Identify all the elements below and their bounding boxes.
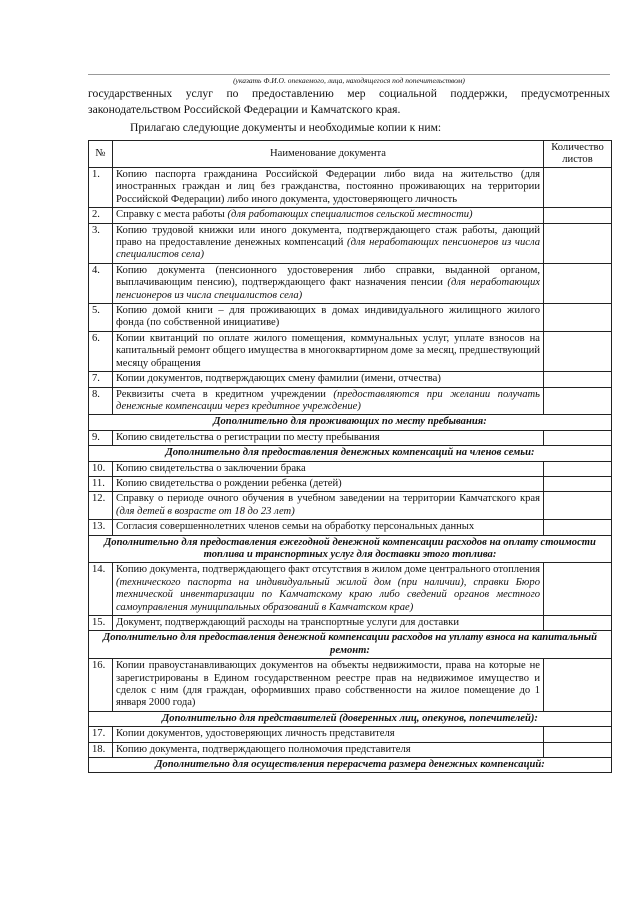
row-number: 9. [89,430,113,445]
table-row [89,476,612,491]
section-title: Дополнительно для представителей (доверенных лиц, опекунов, попечителей): [89,711,612,726]
section-header-row [89,446,612,461]
row-number: 17. [89,727,113,742]
table-header-row [89,141,612,168]
row-number: 7. [89,372,113,387]
header-sheet-count: Количество листов [544,141,612,168]
section-header-row [89,415,612,430]
table-row [89,430,612,445]
row-note: (для детей в возрасте от 18 до 23 лет) [116,505,295,517]
row-number: 15. [89,616,113,631]
row-note: (для работающих специалистов сельской местности) [227,209,473,221]
table-row [89,372,612,387]
row-number: 6. [89,331,113,371]
sheet-count-cell[interactable] [544,742,612,757]
sheet-count-cell[interactable] [544,372,612,387]
row-document: Копии правоустанавливающих документов на объекты недвижимости, права на которые не зарегистрированы в Едином государственном реестре прав на недвижимое имущество и сделок с ним (для граждан, оформивших право собственности на жилое помещение до 1 января 2000 года) [113,659,544,712]
row-document: Копию свидетельства о заключении брака [113,461,544,476]
row-number: 13. [89,520,113,535]
table-row [89,492,612,520]
row-document: Копию документа (пенсионного удостоверения либо справки, выданной органом, выплачивающим пенсию), подтверждающего факт назначения пенсии (для неработающих пенсионеров из числа специалистов села) [113,263,544,303]
sheet-count-cell[interactable] [544,208,612,223]
row-number: 16. [89,659,113,712]
table-row [89,742,612,757]
row-document: Копии документов, удостоверяющих личность представителя [113,727,544,742]
row-number: 10. [89,461,113,476]
row-number: 3. [89,223,113,263]
row-note: (для неработающих пенсионеров из числа специалистов села) [116,237,540,261]
table-row [89,168,612,208]
table-row [89,223,612,263]
table-row [89,461,612,476]
section-title: Дополнительно для проживающих по месту пребывания: [89,415,612,430]
sheet-count-cell[interactable] [544,492,612,520]
sheet-count-cell[interactable] [544,168,612,208]
sheet-count-cell[interactable] [544,304,612,332]
row-document: Копию паспорта гражданина Российской Федерации либо вида на жительство (для иностранных граждан и лиц без гражданства, постоянно проживающих на территории Российской Федерации) либо иного документа, удостоверяющего личность [113,168,544,208]
row-document: Согласия совершеннолетних членов семьи на обработку персональных данных [113,520,544,535]
section-header-row [89,758,612,773]
header-document-name: Наименование документа [113,141,544,168]
table-row [89,331,612,371]
row-number: 8. [89,387,113,415]
section-header-row [89,535,612,563]
row-number: 2. [89,208,113,223]
sheet-count-cell[interactable] [544,563,612,616]
row-number: 18. [89,742,113,757]
sheet-count-cell[interactable] [544,727,612,742]
sheet-count-cell[interactable] [544,659,612,712]
attachments-lead: Прилагаю следующие документы и необходимые копии к ним: [130,121,442,134]
header-number: № [89,141,113,168]
table-row [89,263,612,303]
sheet-count-cell[interactable] [544,331,612,371]
row-document: Справку с места работы (для работающих специалистов сельской местности) [113,208,544,223]
row-document: Копию трудовой книжки или иного документа, подтверждающего стаж работы, дающий право на предоставление денежных компенсаций (для неработающих пенсионеров из числа специалистов села) [113,223,544,263]
sheet-count-cell[interactable] [544,387,612,415]
row-document: Копию свидетельства о регистрации по месту пребывания [113,430,544,445]
table-row [89,520,612,535]
sheet-count-cell[interactable] [544,520,612,535]
row-note: (предоставляются при желании получать денежные компенсации через кредитное учреждение) [116,388,540,412]
section-title: Дополнительно для осуществления перерасчета размера денежных компенсаций: [89,758,612,773]
name-fill-line [88,74,610,75]
row-number: 12. [89,492,113,520]
row-number: 11. [89,476,113,491]
table-row [89,387,612,415]
name-field-caption: (указать Ф.И.О. опекаемого, лица, находящегося под попечительством) [233,76,465,85]
documents-table [88,140,612,773]
row-number: 14. [89,563,113,616]
row-document: Справку о периоде очного обучения в учебном заведении на территории Камчатского края (для детей в возрасте от 18 до 23 лет) [113,492,544,520]
row-document: Копию документа, подтверждающего полномочия представителя [113,742,544,757]
section-header-row [89,711,612,726]
sheet-count-cell[interactable] [544,476,612,491]
row-note: (для неработающих пенсионеров из числа специалистов села) [116,277,540,301]
row-number: 5. [89,304,113,332]
sheet-count-cell[interactable] [544,461,612,476]
table-row [89,208,612,223]
row-document: Копии квитанций по оплате жилого помещения, коммунальных услуг, уплате взносов на капитальный ремонт общего имущества в многоквартирном доме за месяц, предшествующий месяцу обращения [113,331,544,371]
sheet-count-cell[interactable] [544,430,612,445]
section-title: Дополнительно для предоставления ежегодной денежной компенсации расходов на оплату стоимости топлива и транспортных услуг для доставки этого топлива: [89,535,612,563]
table-row [89,563,612,616]
row-document: Копии документов, подтверждающих смену фамилии (имени, отчества) [113,372,544,387]
sheet-count-cell[interactable] [544,223,612,263]
table-row [89,304,612,332]
row-number: 4. [89,263,113,303]
sheet-count-cell[interactable] [544,263,612,303]
section-title: Дополнительно для предоставления денежной компенсации расходов на уплату взноса на капитальный ремонт: [89,631,612,659]
table-row [89,616,612,631]
sheet-count-cell[interactable] [544,616,612,631]
section-header-row [89,631,612,659]
table-row [89,659,612,712]
row-document: Реквизиты счета в кредитном учреждении (предоставляются при желании получать денежные компенсации через кредитное учреждение) [113,387,544,415]
row-note: (технического паспорта на индивидуальный жилой дом (при наличии), справки Бюро технической инвентаризации по Камчатскому краю либо сведений органов местного самоуправления муниципальных образований в Камчатском крае) [116,576,540,613]
row-number: 1. [89,168,113,208]
table-row [89,727,612,742]
row-document: Копию свидетельства о рождении ребенка (детей) [113,476,544,491]
section-title: Дополнительно для предоставления денежных компенсаций на членов семьи: [89,446,612,461]
intro-paragraph: государственных услуг по предоставлению мер социальной поддержки, предусмотренных законодательством Российской Федерации и Камчатского края. [88,87,610,116]
row-document: Документ, подтверждающий расходы на транспортные услуги для доставки [113,616,544,631]
row-document: Копию домой книги – для проживающих в домах индивидуального жилищного жилого фонда (по собственной инициативе) [113,304,544,332]
row-document: Копию документа, подтверждающего факт отсутствия в жилом доме центрального отопления (технического паспорта на индивидуальный жилой дом (при наличии), справки Бюро технической инвентаризации по Камчатскому краю либо сведений органов местного самоуправления муниципальных образований в Камчатском крае) [113,563,544,616]
